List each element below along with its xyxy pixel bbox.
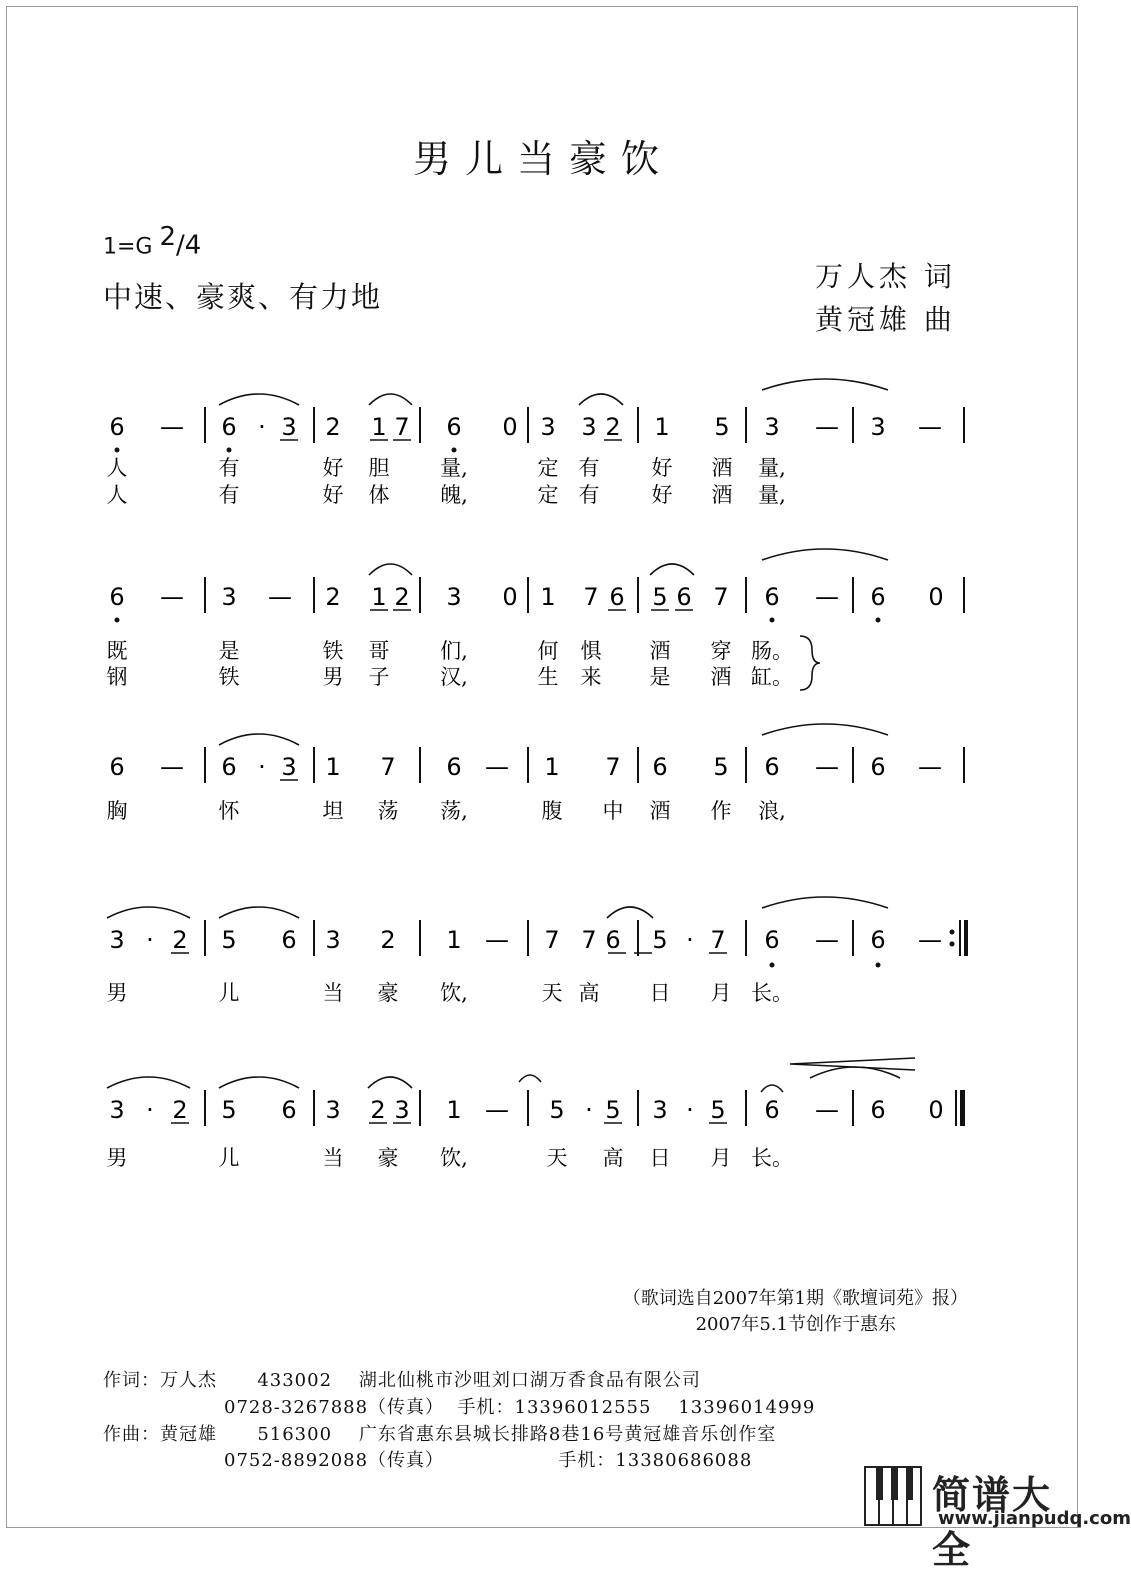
octave-dot: [115, 448, 120, 453]
logo-url: www.jianpudq.com: [938, 1508, 1131, 1529]
fermata: [519, 1075, 541, 1082]
lyric: 高: [602, 1146, 624, 1170]
note: —: [160, 753, 184, 781]
slur: [369, 394, 412, 405]
note: 7: [380, 753, 396, 781]
octave-dot: [876, 963, 881, 968]
lyric: 日: [649, 1146, 671, 1170]
note: —: [268, 583, 292, 611]
note: 0: [928, 583, 944, 611]
note: 2: [325, 583, 341, 611]
note: ·: [686, 1096, 694, 1124]
lyric: 人: [106, 456, 128, 480]
slur: [219, 907, 299, 918]
octave-dot: [876, 618, 881, 623]
time-slash: /: [176, 230, 185, 261]
lyric: 日: [649, 981, 671, 1005]
contact-line-4: 0752-8892088（传真） 手机：13380686088: [103, 1450, 753, 1471]
note: 6: [870, 926, 886, 954]
note: ·: [585, 1096, 593, 1124]
lyric: 长。: [751, 981, 793, 1005]
note: 0: [502, 583, 518, 611]
note: 5: [221, 1096, 237, 1124]
note: 7: [581, 926, 597, 954]
note: 3: [652, 1096, 668, 1124]
slur: [762, 379, 888, 390]
octave-dot: [770, 618, 775, 623]
time-denominator: 4: [184, 230, 202, 261]
note: 2: [370, 1096, 386, 1124]
lyric: 豪: [377, 981, 399, 1005]
note: 1: [654, 413, 670, 441]
lyric: 坦: [322, 799, 344, 823]
lyric: 酒: [711, 483, 733, 507]
note: 3: [394, 1096, 410, 1124]
note: 1: [540, 583, 556, 611]
note: —: [815, 1096, 839, 1124]
note: ·: [146, 1096, 154, 1124]
note: —: [918, 926, 942, 954]
lyric: 量,: [758, 483, 786, 507]
note: 7: [583, 583, 599, 611]
lyric: 胆: [368, 456, 390, 480]
key-label: 1=G: [103, 234, 153, 260]
note: 2: [325, 413, 341, 441]
note: 5: [549, 1096, 565, 1124]
note: 1: [544, 753, 560, 781]
note: —: [815, 753, 839, 781]
note: 7: [544, 926, 560, 954]
lyric: 胸: [106, 799, 128, 823]
song-title: 男儿当豪饮: [412, 137, 673, 181]
note: 6: [221, 413, 237, 441]
note: 6: [764, 583, 780, 611]
note: 7: [713, 583, 729, 611]
lyric: 高: [578, 981, 600, 1005]
note: 6: [109, 753, 125, 781]
slur: [762, 549, 888, 560]
lyric: 们,: [440, 639, 468, 663]
note: 7: [710, 926, 726, 954]
lyric: 男: [106, 981, 128, 1005]
logo-name: 简谱大全: [932, 1473, 1053, 1572]
note: —: [485, 753, 509, 781]
note: 6: [870, 1096, 886, 1124]
note: 6: [870, 583, 886, 611]
verse-brace: [800, 636, 820, 690]
slur: [369, 564, 412, 575]
note: 0: [928, 1096, 944, 1124]
tempo-marking: 中速、豪爽、有力地: [103, 280, 383, 314]
lyric: 有: [218, 483, 240, 507]
slur: [107, 1077, 190, 1088]
note: 6: [605, 926, 621, 954]
note: 5: [221, 926, 237, 954]
note: —: [815, 926, 839, 954]
note: 1: [371, 583, 387, 611]
note: 6: [764, 926, 780, 954]
note: 6: [870, 753, 886, 781]
note: 2: [394, 583, 410, 611]
lyric: 缸。: [751, 665, 793, 689]
note: 6: [764, 753, 780, 781]
lyric: 月: [710, 981, 732, 1005]
note: ·: [258, 413, 266, 441]
note: 5: [652, 926, 668, 954]
lyric: 生: [537, 665, 559, 689]
lyric: 腹: [541, 799, 563, 823]
lyric: 当: [322, 981, 344, 1005]
fermata: [761, 1085, 783, 1092]
note: 5: [713, 753, 729, 781]
lyric: 酒: [710, 665, 732, 689]
slur: [650, 564, 694, 575]
lyric: 浪,: [758, 799, 786, 823]
note: 3: [446, 583, 462, 611]
note: 3: [870, 413, 886, 441]
lyric: 既: [106, 639, 128, 663]
note: 3: [221, 583, 237, 611]
created-note: 2007年5.1节创作于惠东: [695, 1314, 896, 1335]
lyric: 是: [649, 665, 671, 689]
lyric: 有: [578, 483, 600, 507]
note: 3: [325, 926, 341, 954]
lyric: 荡: [377, 799, 399, 823]
lyric: 中: [602, 799, 624, 823]
note: 2: [172, 1096, 188, 1124]
note: —: [160, 583, 184, 611]
note: 3: [581, 413, 597, 441]
note: 3: [281, 753, 297, 781]
time-numerator: 2: [159, 222, 177, 252]
site-logo: [858, 1462, 1131, 1572]
lyric: 作: [710, 799, 732, 823]
note: 3: [764, 413, 780, 441]
lyric: 人: [106, 483, 128, 507]
note: 2: [605, 413, 621, 441]
note: 2: [380, 926, 396, 954]
note: —: [918, 753, 942, 781]
lyric: 哥: [368, 639, 390, 663]
note: 6: [109, 413, 125, 441]
note: 3: [325, 1096, 341, 1124]
lyric: 儿: [218, 981, 240, 1005]
lyric: 好: [651, 483, 673, 507]
slur: [762, 897, 888, 908]
note: 1: [325, 753, 341, 781]
note: 1: [371, 413, 387, 441]
note: 7: [605, 753, 621, 781]
note: 1: [446, 926, 462, 954]
lyric: 钢: [106, 665, 128, 689]
note: 6: [281, 1096, 297, 1124]
note: 5: [710, 1096, 726, 1124]
note: —: [815, 583, 839, 611]
lyric: 好: [322, 483, 344, 507]
slur: [579, 394, 623, 405]
lyric: 量,: [758, 456, 786, 480]
note: ·: [686, 926, 694, 954]
lyric: 肠。: [751, 639, 793, 663]
lyric: 酒: [711, 456, 733, 480]
slur: [219, 1077, 299, 1088]
note: 6: [446, 413, 462, 441]
note: 6: [609, 583, 625, 611]
note: —: [815, 413, 839, 441]
contact-line-3: 作曲：黄冠雄 516300 广东省惠东县城长排路8巷16号黄冠雄音乐创作室: [103, 1424, 777, 1445]
lyric: 有: [578, 456, 600, 480]
note: ·: [146, 926, 154, 954]
note: 6: [764, 1096, 780, 1124]
lyric: 当: [322, 1146, 344, 1170]
lyric: 是: [218, 639, 240, 663]
lyric: 体: [368, 483, 390, 507]
note: 1: [446, 1096, 462, 1124]
lyric: 月: [710, 1146, 732, 1170]
note: 3: [109, 1096, 125, 1124]
note: 3: [281, 413, 297, 441]
octave-dot: [770, 963, 775, 968]
lyric: 豪: [377, 1146, 399, 1170]
repeat-dot: [950, 942, 955, 947]
lyric: 来: [580, 665, 602, 689]
lyric: 天: [546, 1146, 568, 1170]
note: ·: [258, 753, 266, 781]
lyric: 酒: [649, 639, 671, 663]
lyric: 惧: [580, 639, 602, 663]
octave-dot: [115, 618, 120, 623]
lyric: 好: [651, 456, 673, 480]
note: 0: [502, 413, 518, 441]
lyric: 荡,: [440, 799, 468, 823]
note: 6: [652, 753, 668, 781]
slur: [368, 1077, 412, 1088]
lyric: 酒: [649, 799, 671, 823]
note: 6: [676, 583, 692, 611]
note: 5: [714, 413, 730, 441]
note: —: [160, 413, 184, 441]
contact-line-2: 0728-3267888（传真） 手机：13396012555 13396014999: [103, 1397, 816, 1418]
lyric: 何: [537, 639, 559, 663]
composer-credit: 黄冠雄 曲: [815, 303, 956, 336]
slur: [219, 734, 299, 745]
crescendo-hairpin: [790, 1058, 915, 1070]
lyric: 怀: [218, 799, 240, 823]
note: —: [485, 926, 509, 954]
lyric: 铁: [218, 665, 240, 689]
repeat-dot: [950, 930, 955, 935]
lyric: 定: [537, 483, 559, 507]
lyric: 好: [322, 456, 344, 480]
lyric: 子: [368, 665, 390, 689]
lyric: 饮,: [440, 981, 468, 1005]
lyric: 量,: [440, 456, 468, 480]
note: 5: [652, 583, 668, 611]
lyric: 天: [541, 981, 563, 1005]
note: 6: [446, 753, 462, 781]
note: 6: [221, 753, 237, 781]
note: 2: [172, 926, 188, 954]
slur: [107, 907, 190, 918]
lyricist-credit: 万人杰 词: [815, 260, 956, 293]
note: —: [918, 413, 942, 441]
source-note: （歌词选自2007年第1期《歌壇词苑》报）: [622, 1288, 968, 1309]
lyric: 男: [322, 665, 344, 689]
lyric: 饮,: [440, 1146, 468, 1170]
slur: [762, 724, 888, 735]
note: 6: [109, 583, 125, 611]
lyric: 长。: [751, 1146, 793, 1170]
note: 7: [394, 413, 410, 441]
note: 6: [281, 926, 297, 954]
lyric: 铁: [322, 639, 344, 663]
slur: [219, 394, 299, 405]
note: 3: [540, 413, 556, 441]
octave-dot: [227, 448, 232, 453]
note: 5: [605, 1096, 621, 1124]
contact-line-1: 作词：万人杰 433002 湖北仙桃市沙咀刘口湖万香食品有限公司: [103, 1370, 701, 1391]
lyric: 定: [537, 456, 559, 480]
note: 3: [109, 926, 125, 954]
lyric: 男: [106, 1146, 128, 1170]
lyric: 儿: [218, 1146, 240, 1170]
lyric: 有: [218, 456, 240, 480]
lyric: 穿: [710, 639, 732, 663]
slur: [607, 907, 653, 918]
octave-dot: [452, 448, 457, 453]
note: —: [485, 1096, 509, 1124]
lyric: 汉,: [440, 665, 468, 689]
lyric: 魄,: [440, 483, 468, 507]
